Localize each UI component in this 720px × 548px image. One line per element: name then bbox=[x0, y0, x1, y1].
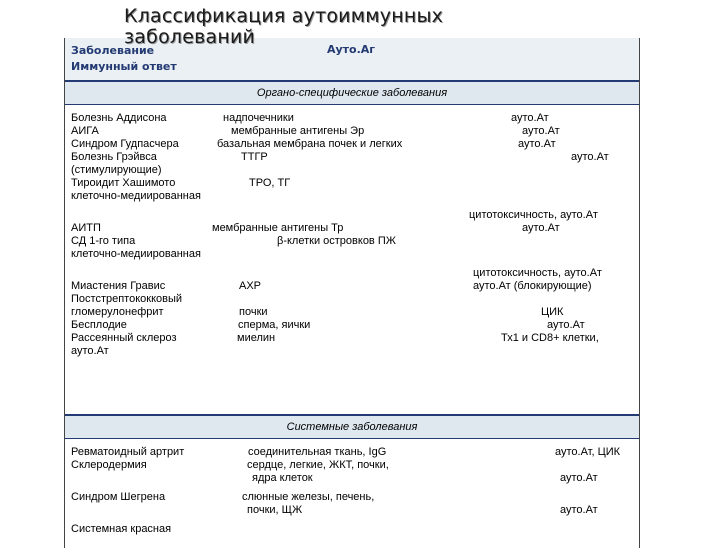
cell-antigen: АХР bbox=[239, 280, 262, 292]
cell-response: ЦИК bbox=[541, 306, 564, 318]
cell-response: цитотоксичность, ауто.Ат bbox=[469, 209, 598, 221]
cell-disease: Тироидит Хашимото bbox=[71, 177, 176, 189]
cell-disease: Системная красная bbox=[71, 523, 172, 535]
cell-disease: АИГА bbox=[71, 125, 99, 137]
cell-response: ауто.Ат bbox=[522, 222, 560, 234]
section-label: Органо-специфические заболевания bbox=[256, 87, 448, 99]
cell-response: ауто.Ат bbox=[547, 319, 585, 331]
cell-disease: Синдром Гудпасчера bbox=[71, 138, 179, 150]
cell-antigen: мембранные антигены Эр bbox=[231, 125, 365, 137]
cell-disease: Склеродермия bbox=[71, 459, 147, 471]
section-label: Системные заболевания bbox=[286, 421, 418, 433]
cell-antigen: базальная мембрана почек и легких bbox=[217, 138, 403, 150]
cell-disease: ауто.Ат bbox=[71, 345, 109, 357]
cell-disease: Ревматоидный артрит bbox=[71, 446, 185, 458]
cell-antigen: сперма, яички bbox=[238, 319, 311, 331]
cell-antigen: миелин bbox=[237, 332, 276, 344]
cell-disease: Рассеянный склероз bbox=[71, 332, 177, 344]
section-body-organ-specific bbox=[65, 106, 639, 436]
cell-disease: клеточно-медиированная bbox=[71, 248, 201, 260]
cell-disease: Болезнь Грэйвса bbox=[71, 151, 157, 163]
cell-disease: СД 1-го типа bbox=[71, 235, 136, 247]
cell-antigen: ядра клеток bbox=[252, 472, 313, 484]
cell-disease: гломерулонефрит bbox=[71, 306, 164, 318]
section-body-systemic bbox=[65, 440, 639, 548]
cell-response: Тх1 и CD8+ клетки, bbox=[501, 332, 599, 344]
cell-response: цитотоксичность, ауто.Ат bbox=[473, 267, 602, 279]
section-band-systemic bbox=[65, 414, 639, 439]
cell-response: ауто.Ат bbox=[571, 151, 609, 163]
cell-antigen: β-клетки островков ПЖ bbox=[277, 235, 396, 247]
cell-response: ауто.Ат bbox=[511, 112, 549, 124]
cell-antigen: соединительная ткань, IgG bbox=[248, 446, 387, 458]
cell-disease: Болезнь Аддисона bbox=[71, 112, 167, 124]
cell-disease: Синдром Шегрена bbox=[71, 491, 166, 503]
cell-antigen: надпочечники bbox=[223, 112, 294, 124]
cell-disease: Миастения Гравис bbox=[71, 280, 166, 292]
cell-antigen: ТТГР bbox=[241, 151, 268, 163]
cell-antigen: сердце, легкие, ЖКТ, почки, bbox=[247, 459, 389, 471]
header-response-label: Иммунный ответ bbox=[71, 60, 177, 73]
cell-antigen: ТРО, ТГ bbox=[249, 177, 291, 189]
cell-response: ауто.Ат bbox=[518, 138, 556, 150]
cell-response: ауто.Ат bbox=[560, 472, 598, 484]
cell-antigen: слюнные железы, печень, bbox=[242, 491, 375, 503]
header-antigen-label: Ауто.Аг bbox=[327, 43, 376, 56]
cell-disease: клеточно-медиированная bbox=[71, 190, 201, 202]
cell-disease: АИТП bbox=[71, 222, 101, 234]
cell-response: ауто.Ат, ЦИК bbox=[555, 446, 621, 458]
cell-antigen: почки, ЩЖ bbox=[247, 504, 303, 516]
cell-disease: (стимулирующие) bbox=[71, 164, 162, 176]
cell-disease: Бесплодие bbox=[71, 319, 127, 331]
slide-title: Классификация аутоиммунных заболеваний bbox=[124, 5, 444, 48]
section-band-organ-specific bbox=[65, 80, 639, 105]
cell-response: ауто.Ат bbox=[560, 504, 598, 516]
cell-antigen: мембранные антигены Тр bbox=[212, 222, 344, 234]
cell-response: ауто.Ат (блокирующие) bbox=[473, 280, 592, 292]
cell-disease: Постстрептококковый bbox=[71, 293, 183, 305]
cell-antigen: почки bbox=[239, 306, 268, 318]
classification-table bbox=[64, 38, 640, 548]
header-disease-label: Заболевание bbox=[71, 44, 155, 57]
cell-response: ауто.Ат bbox=[522, 125, 560, 137]
